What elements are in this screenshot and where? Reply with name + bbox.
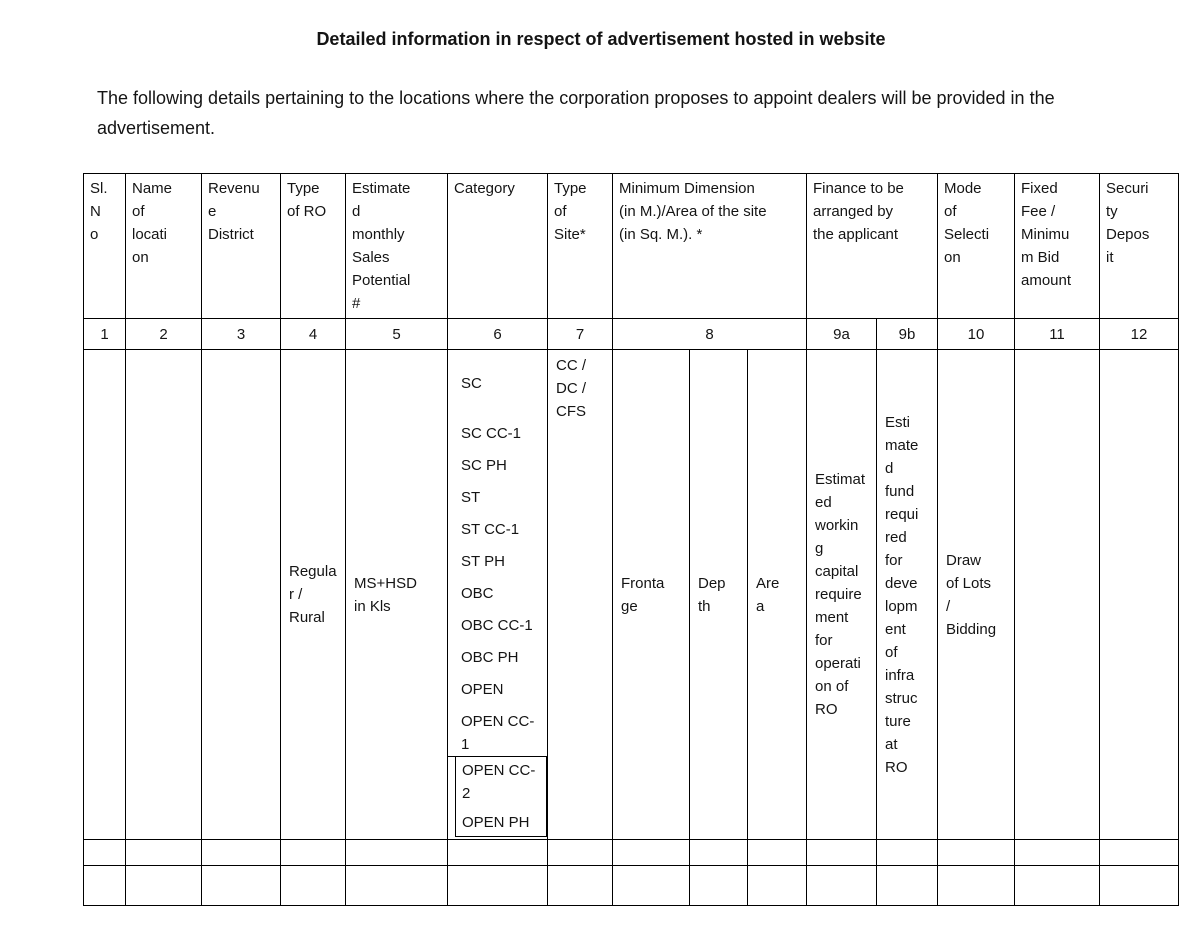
col-number-9b: 9b — [877, 319, 938, 350]
cell-depth — [690, 350, 748, 840]
empty-cell — [748, 866, 807, 906]
cell-infrastructure-fund — [877, 350, 938, 840]
col-header-type-of-site — [548, 174, 613, 319]
col-number-7: 7 — [548, 319, 613, 350]
category-item: OPEN CC-1 — [461, 713, 535, 753]
header-row — [84, 174, 1179, 319]
col-number-1: 1 — [84, 319, 126, 350]
type-of-site-value: CC / DC / CFS — [556, 357, 586, 420]
working-capital-text: Estimated working capital requirement for operation of RO — [815, 471, 866, 718]
cell-working-capital — [807, 350, 877, 840]
category-item: OBC CC-1 — [461, 617, 533, 634]
empty-cell — [126, 840, 202, 866]
document-title: Detailed information in respect of advertisement hosted in website — [316, 29, 886, 49]
col-header-sales-potential — [346, 174, 448, 319]
intro-paragraph: The following details pertaining to the locations where the corporation proposes to appoint dealers will be provided in the advertisement. — [97, 88, 1055, 138]
infrastructure-fund-text: Estimated fund required for development of infrastructure at RO — [885, 413, 919, 776]
empty-cell — [690, 840, 748, 866]
col-header-mode-of-selection — [938, 174, 1015, 319]
category-item: SC CC-1 — [461, 425, 522, 442]
col-number-8: 8 — [613, 319, 807, 350]
empty-cell — [1015, 350, 1100, 840]
category-item: OPEN PH — [462, 814, 530, 831]
empty-row — [84, 840, 1179, 866]
empty-cell — [807, 840, 877, 866]
empty-cell — [1100, 350, 1179, 840]
col-header-security-deposit — [1100, 174, 1179, 319]
empty-cell — [613, 866, 690, 906]
col-header-sl-no — [84, 174, 126, 319]
category-item: ST — [461, 489, 481, 506]
empty-cell — [346, 866, 448, 906]
cell-mode-of-selection — [938, 350, 1015, 840]
col-header-type-of-ro — [281, 174, 346, 319]
cell-category — [448, 350, 548, 840]
col-header-name-of-location-label: Name of location — [132, 180, 173, 266]
cell-area — [748, 350, 807, 840]
category-item: OPEN — [461, 681, 504, 698]
col-number-6: 6 — [448, 319, 548, 350]
empty-cell — [1015, 840, 1100, 866]
empty-cell — [938, 866, 1015, 906]
column-number-row — [84, 319, 1179, 350]
empty-cell — [1100, 866, 1179, 906]
category-item: SC PH — [461, 457, 507, 474]
category-item: OBC — [461, 585, 494, 602]
empty-cell — [690, 866, 748, 906]
col-header-mode-of-selection-label: Mode of Selection — [944, 180, 990, 266]
empty-cell — [448, 866, 548, 906]
empty-cell — [84, 350, 126, 840]
advertisement-table — [83, 173, 1179, 906]
empty-cell — [448, 840, 548, 866]
category-item: OPEN CC-2 — [462, 762, 536, 802]
empty-cell — [126, 866, 202, 906]
empty-cell — [748, 840, 807, 866]
cell-sales-potential — [346, 350, 448, 840]
col-header-category-label: Category — [454, 180, 515, 197]
col-number-5: 5 — [346, 319, 448, 350]
category-item: SC — [461, 375, 482, 392]
empty-row — [84, 866, 1179, 906]
col-header-category — [448, 174, 548, 319]
col-number-2: 2 — [126, 319, 202, 350]
cell-frontage — [613, 350, 690, 840]
frontage-label: Frontage — [621, 574, 665, 615]
empty-cell — [346, 840, 448, 866]
empty-cell — [202, 840, 281, 866]
col-header-name-of-location — [126, 174, 202, 319]
empty-cell — [84, 866, 126, 906]
col-header-finance-label: Finance to be arranged by the applicant — [813, 180, 904, 243]
col-number-10: 10 — [938, 319, 1015, 350]
col-header-fixed-fee — [1015, 174, 1100, 319]
col-header-finance — [807, 174, 938, 319]
empty-cell — [548, 840, 613, 866]
sales-potential-value: MS+HSD in Kls — [354, 574, 417, 615]
mode-of-selection-value: Draw of Lots / Bidding — [946, 551, 997, 638]
empty-cell — [281, 866, 346, 906]
col-header-revenue-district — [202, 174, 281, 319]
empty-cell — [807, 866, 877, 906]
empty-cell — [126, 350, 202, 840]
col-header-revenue-district-label: Revenue District — [208, 180, 260, 243]
cell-type-of-ro — [281, 350, 346, 840]
empty-cell — [202, 866, 281, 906]
empty-cell — [613, 840, 690, 866]
category-box-secondary — [455, 757, 547, 837]
col-header-minimum-dimension-label: Minimum Dimension (in M.)/Area of the site (in Sq. M.). * — [619, 180, 767, 243]
col-number-9a: 9a — [807, 319, 877, 350]
category-item: ST CC-1 — [461, 521, 520, 538]
type-of-ro-value: Regular / Rural — [289, 563, 337, 626]
empty-cell — [84, 840, 126, 866]
col-header-fixed-fee-label: Fixed Fee / Minimum Bid amount — [1021, 180, 1072, 289]
col-header-minimum-dimension — [613, 174, 807, 319]
col-number-11: 11 — [1015, 319, 1100, 350]
category-box-primary — [448, 350, 547, 757]
col-number-4: 4 — [281, 319, 346, 350]
empty-cell — [548, 866, 613, 906]
col-header-sl-no-label: Sl. No — [90, 180, 108, 243]
body-row — [84, 350, 1179, 840]
depth-label: Depth — [698, 574, 726, 615]
empty-cell — [877, 866, 938, 906]
col-header-sales-potential-label: Estimated monthly Sales Potential # — [352, 180, 411, 312]
empty-cell — [1015, 866, 1100, 906]
empty-cell — [281, 840, 346, 866]
empty-cell — [938, 840, 1015, 866]
col-header-type-of-site-label: Type of Site* — [554, 180, 587, 243]
col-header-type-of-ro-label: Type of RO — [287, 180, 327, 220]
area-label: Area — [756, 574, 780, 615]
empty-cell — [1100, 840, 1179, 866]
category-item: OBC PH — [461, 649, 519, 666]
col-header-security-deposit-label: Security Deposit — [1106, 180, 1150, 266]
category-item: ST PH — [461, 553, 505, 570]
col-number-3: 3 — [202, 319, 281, 350]
col-number-12: 12 — [1100, 319, 1179, 350]
empty-cell — [202, 350, 281, 840]
empty-cell — [877, 840, 938, 866]
cell-type-of-site — [548, 350, 613, 840]
